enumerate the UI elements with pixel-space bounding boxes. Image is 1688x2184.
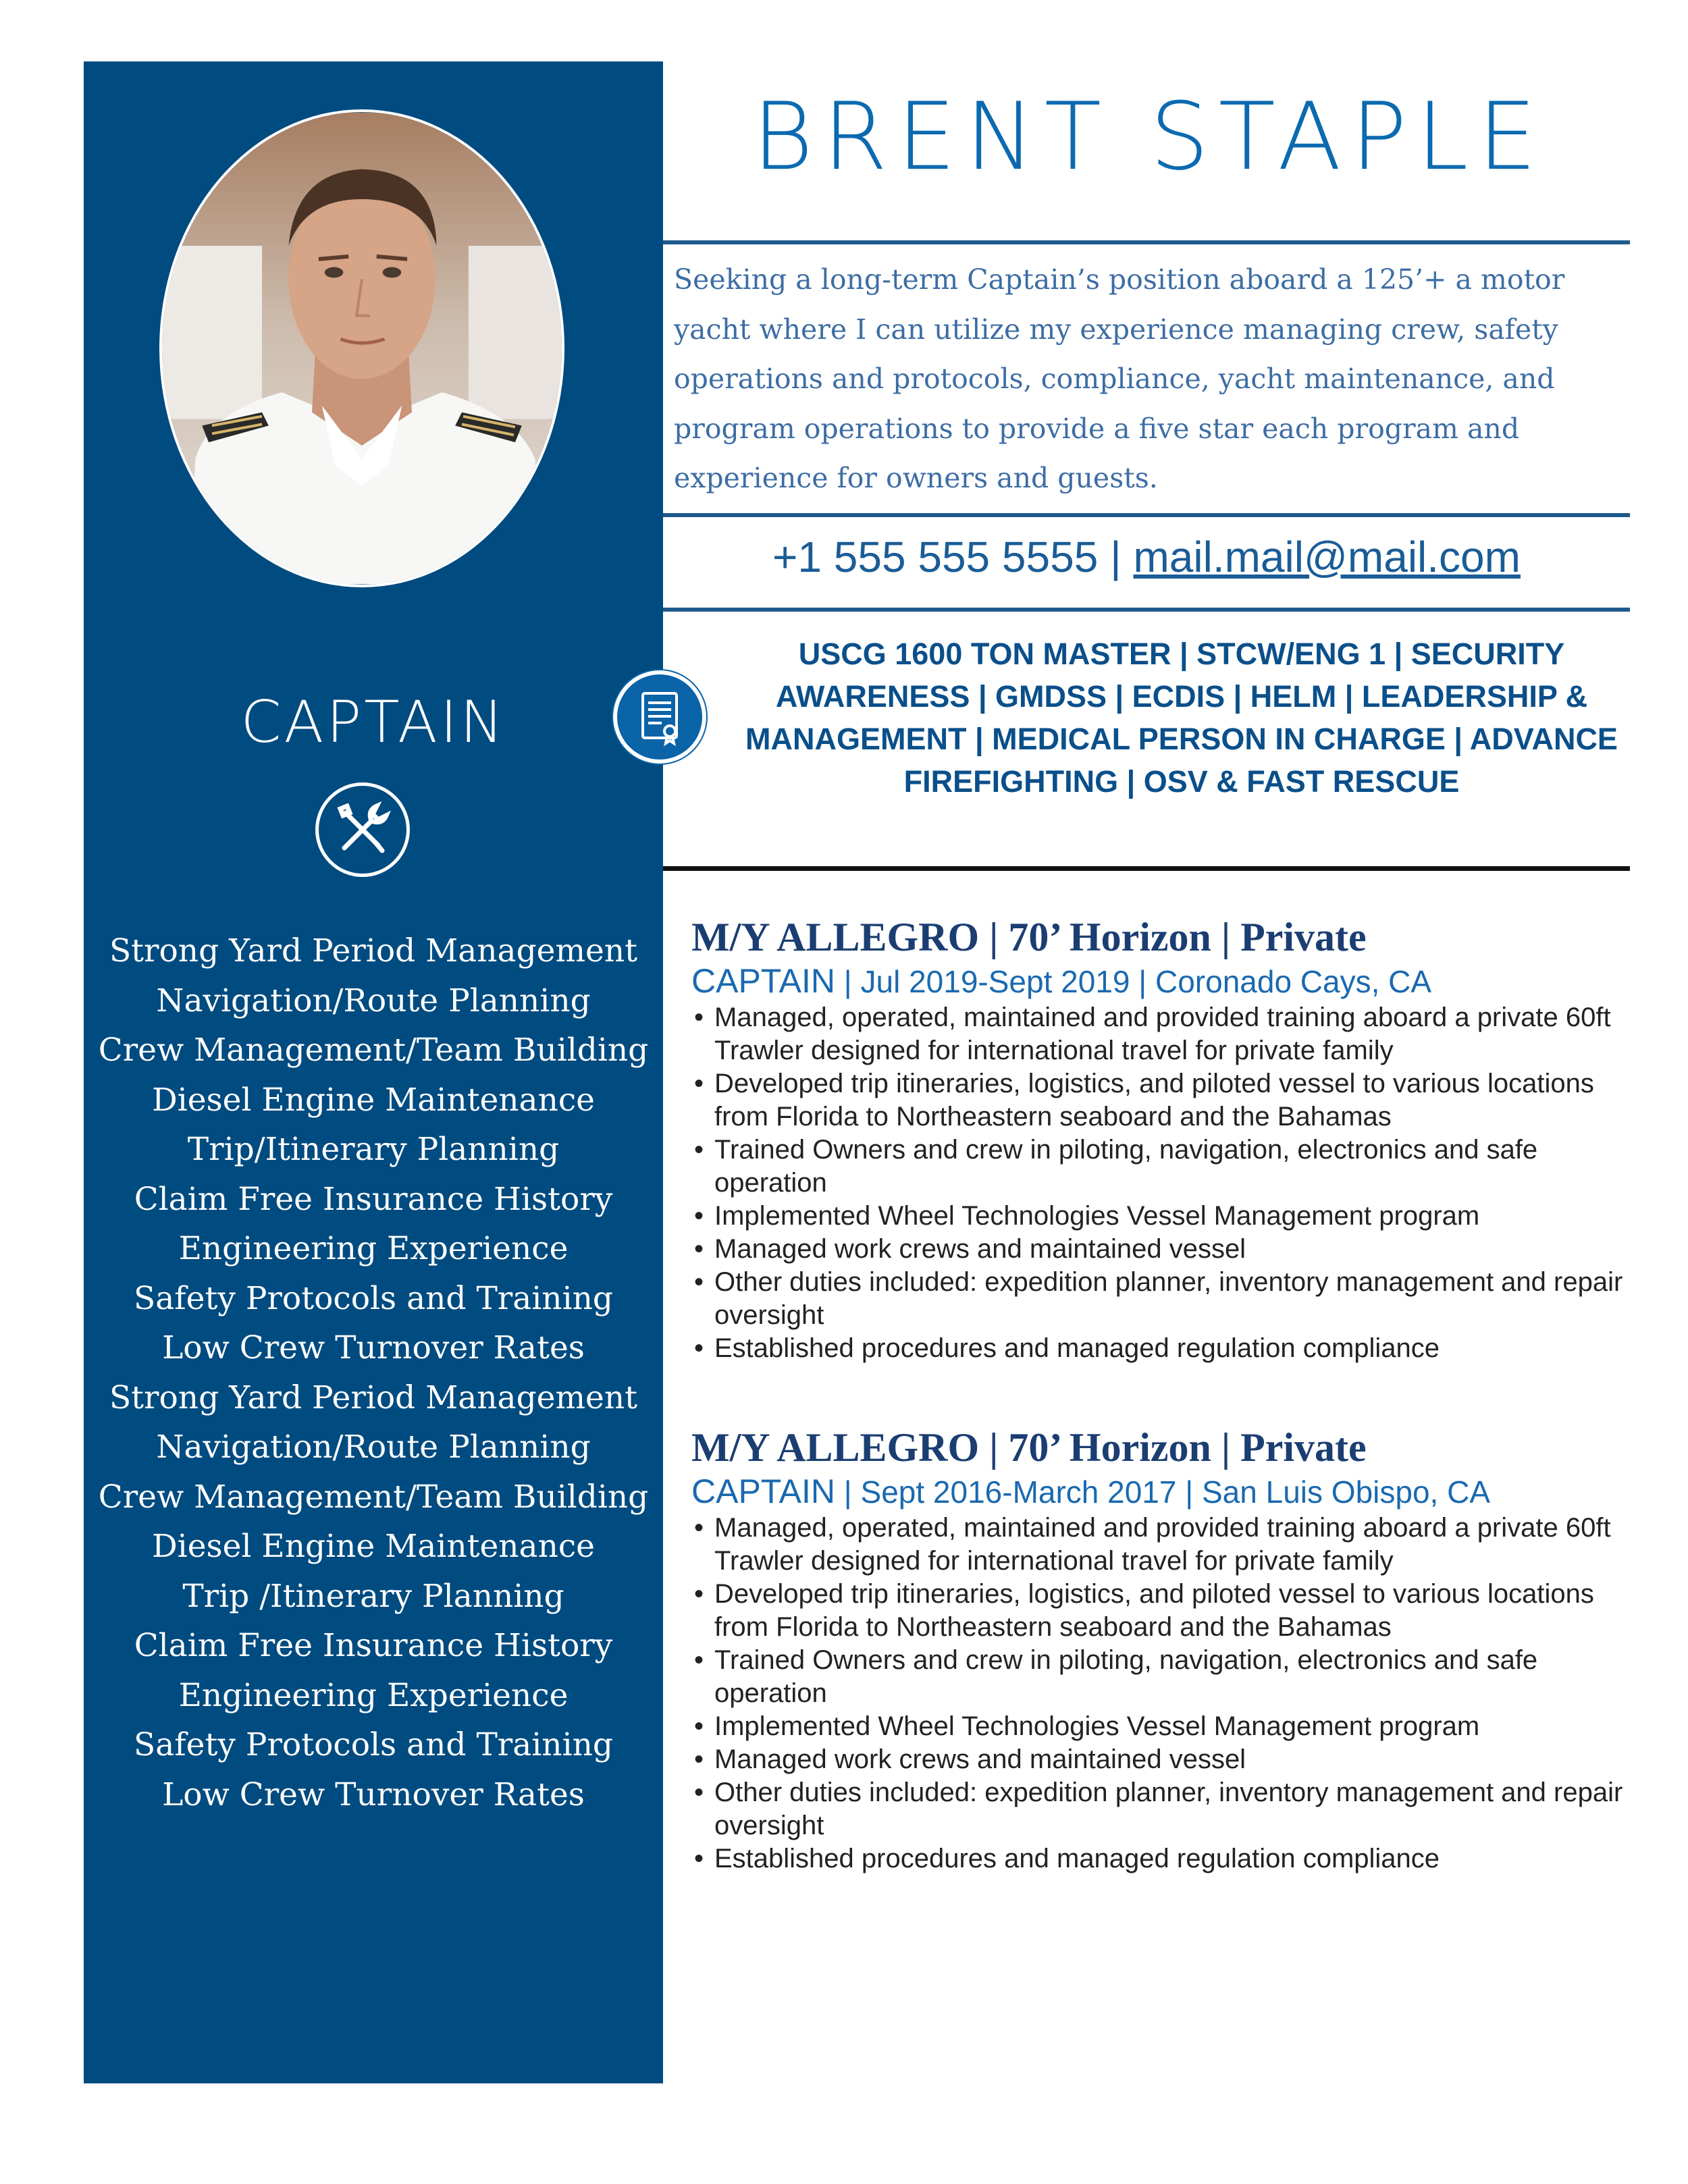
skill-item: Diesel Engine Maintenance	[151, 1081, 595, 1119]
certificate-icon	[613, 670, 706, 764]
skill-item: Strong Yard Period Management	[109, 932, 638, 969]
objective-text: Seeking a long-term Captain’s position aboard a 125’+ a motor yacht where I can utilize my experience managing crew, safety operations and protocols, compliance, yacht maintenance, and program operations to provide a five star each program and experience for owners and guests.	[674, 263, 1565, 494]
job-details: | Sept 2016-March 2017 | San Luis Obispo, CA	[843, 1474, 1490, 1510]
skill-item: Crew Management/Team Building	[98, 1478, 649, 1516]
profile-photo	[159, 109, 564, 587]
duty-item: • Developed trip itineraries, logistics, and piloted vessel to various locations from Florida to Northeastern seaboard and the Bahamas	[691, 1578, 1637, 1644]
skill-item: Trip/Itinerary Planning	[187, 1131, 560, 1168]
duty-item: • Managed, operated, maintained and provided training aboard a private 60ft Trawler designed for international travel for private family	[691, 1001, 1637, 1067]
skill-item: Strong Yard Period Management	[109, 1379, 638, 1416]
duties-list	[691, 1001, 1637, 1365]
duty-item: • Managed, operated, maintained and provided training aboard a private 60ft Trawler designed for international travel for private family	[691, 1512, 1637, 1578]
phone-number[interactable]: +1 555 555 5555	[772, 533, 1099, 581]
skill-item: Low Crew Turnover Rates	[162, 1776, 585, 1813]
skill-item: Claim Free Insurance History	[134, 1180, 613, 1218]
skill-item: Navigation/Route Planning	[156, 1429, 591, 1466]
duty-item: • Other duties included: expedition planner, inventory management and repair oversight	[691, 1266, 1637, 1332]
duty-item: • Trained Owners and crew in piloting, navigation, electronics and safe operation	[691, 1644, 1637, 1710]
duty-item: • Established procedures and managed regulation compliance	[691, 1332, 1637, 1365]
skill-item: Claim Free Insurance History	[134, 1627, 613, 1664]
skill-item: Diesel Engine Maintenance	[151, 1528, 595, 1565]
contact-separator: |	[1110, 533, 1122, 581]
role-title: CAPTAIN	[240, 689, 506, 756]
job-title: M/Y ALLEGRO | 70’ Horizon | Private	[691, 915, 1367, 959]
skill-item: Engineering Experience	[178, 1230, 569, 1267]
duties-list	[691, 1512, 1637, 1875]
job-entry	[691, 1423, 1637, 1875]
divider	[663, 866, 1630, 871]
divider	[663, 240, 1630, 244]
email-link[interactable]: mail.mail@mail.com	[1133, 533, 1521, 581]
divider	[663, 513, 1630, 517]
duty-item: • Developed trip itineraries, logistics, and piloted vessel to various locations from Florida to Northeastern seaboard and the Bahamas	[691, 1067, 1637, 1134]
skill-item: Safety Protocols and Training	[134, 1279, 613, 1317]
duty-item: • Trained Owners and crew in piloting, navigation, electronics and safe operation	[691, 1134, 1637, 1200]
duty-item: • Managed work crews and maintained vessel	[691, 1743, 1637, 1776]
candidate-name: BRENT STAPLE	[752, 82, 1546, 191]
duty-item: • Other duties included: expedition planner, inventory management and repair oversight	[691, 1776, 1637, 1842]
job-title: M/Y ALLEGRO | 70’ Horizon | Private	[691, 1425, 1367, 1470]
tools-icon	[315, 782, 410, 877]
skill-item: Engineering Experience	[178, 1676, 569, 1714]
skills-list	[84, 926, 663, 1819]
contact-line	[663, 530, 1630, 584]
job-role: CAPTAIN	[691, 1472, 835, 1510]
job-role: CAPTAIN	[691, 962, 835, 1000]
duty-item: • Established procedures and managed regulation compliance	[691, 1842, 1637, 1875]
skill-item: Navigation/Route Planning	[156, 982, 591, 1019]
certifications-text: USCG 1600 TON MASTER | STCW/ENG 1 | SECURITY AWARENESS | GMDSS | ECDIS | HELM | LEADERSHIP & MANAGEMENT | MEDICAL PERSON IN CHARGE | ADVANCE FIREFIGHTING | OSV & FAST RESCUE	[745, 637, 1618, 799]
divider	[663, 608, 1630, 612]
duty-item: • Implemented Wheel Technologies Vessel Management program	[691, 1710, 1637, 1743]
job-subtitle	[691, 1472, 1637, 1512]
skill-item: Safety Protocols and Training	[134, 1726, 613, 1763]
job-entry	[691, 913, 1637, 1365]
skill-item: Low Crew Turnover Rates	[162, 1329, 585, 1366]
duty-item: • Managed work crews and maintained vessel	[691, 1233, 1637, 1266]
job-subtitle	[691, 961, 1637, 1001]
skill-item: Crew Management/Team Building	[98, 1032, 649, 1069]
skill-item: Trip /Itinerary Planning	[182, 1577, 564, 1615]
duty-item: • Implemented Wheel Technologies Vessel Management program	[691, 1200, 1637, 1233]
job-details: | Jul 2019-Sept 2019 | Coronado Cays, CA	[843, 964, 1432, 999]
